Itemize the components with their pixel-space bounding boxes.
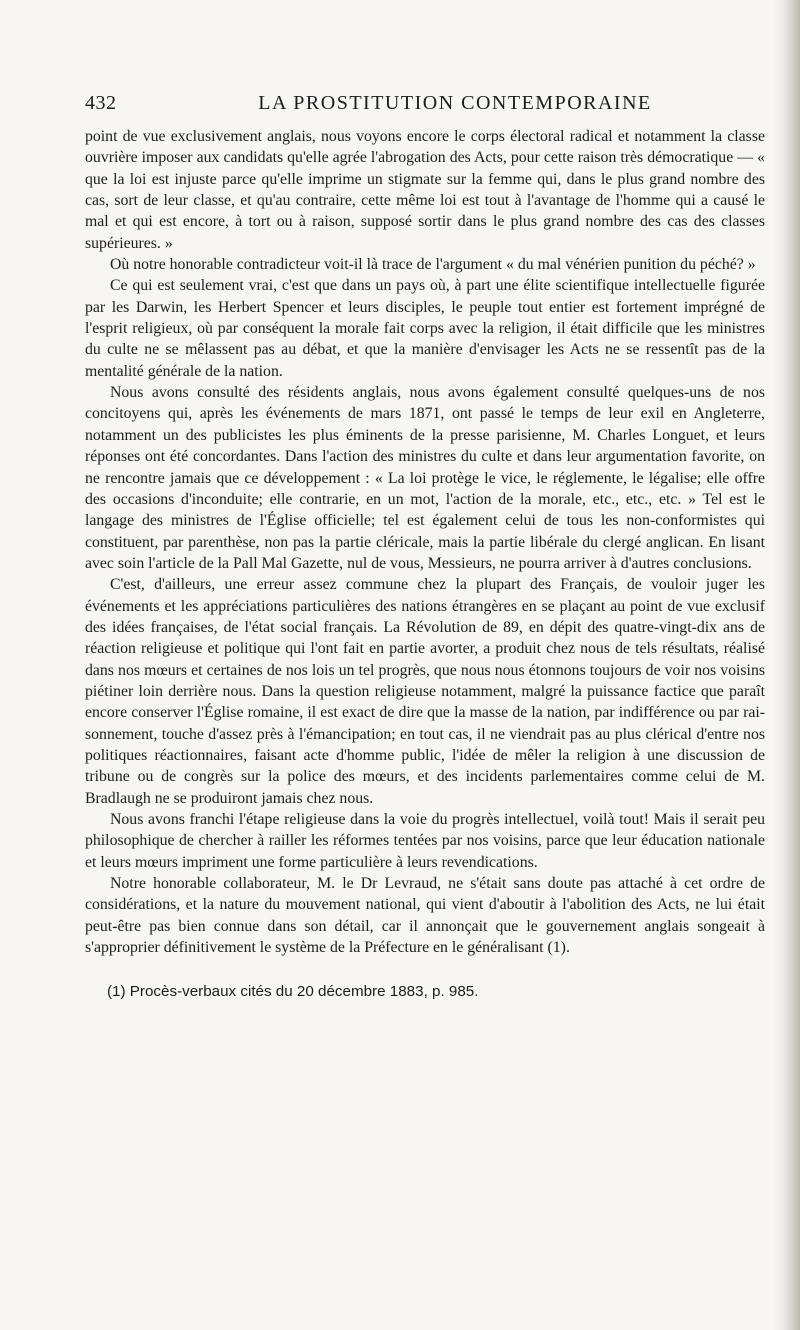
paragraph-4: Nous avons consulté des résidents anglais, nous avons également consulté quelques-uns de nos concitoyens qui, après les événements de mars 1871, ont passé le temps de leur exil en Angleterre, notamment un des publicistes les plus éminents de la presse parisienne, M. Charles Longuet, et leurs réponses ont été concordantes. Dans l'action des ministres du culte et dans leur argumentation favorite, on ne rencontre jamais que ce développement : « La loi protège le vice, le réglemente, le légalise; elle offre des occasions d'inconduite; elle contrarie, en un mot, l'action de la morale, etc., etc., etc. » Tel est le langage des ministres de l'Église officielle; tel est également celui de tous les non-conformistes qui constituent, par parenthèse, non pas la partie cléricale, mais la partie libérale du clergé anglican. En lisant avec soin l'article de la Pall Mal Gazette, nul de vous, Messieurs, ne pourra arriver à d'autres conclusions. xyxy=(85,384,765,572)
paragraph-7: Notre honorable collaborateur, M. le Dr Levraud, ne s'était sans doute pas attaché à cet ordre de considérations, et la nature du mouvement national, qui vient d'aboutir à l'abolition des Acts, ne lui était peut-être pas bien connue dans son détail, car il annonçait que le gouvernement anglais songeait à s'approprier définitivement le système de la Préfecture en le généralisant (1). xyxy=(85,875,765,957)
book-page xyxy=(85,92,765,1002)
paragraph-3: Ce qui est seulement vrai, c'est que dans un pays où, à part une élite scientifique intellectuelle figurée par les Darwin, les Herbert Spencer et leurs disciples, le peuple tout entier est fortement imprégné de l'esprit religieux, où par conséquent la morale fait corps avec la religion, il était difficile que les ministres du culte ne se mêlassent pas au débat, et que la manière d'envisager les Acts ne se ressentît pas de la mentalité générale de la nation. xyxy=(85,277,765,380)
page-number: 432 xyxy=(85,92,117,114)
body-text xyxy=(85,126,765,958)
page-header xyxy=(85,92,765,120)
paragraph-5: C'est, d'ailleurs, une erreur assez commune chez la plupart des Français, de vouloir juger les événements et les appréciations particulières des nations étrangères en se plaçant au point de vue exclusif des idées françaises, de l'état social français. La Révolution de 89, en dépit des quatre-vingt-dix ans de réaction religieuse et politique qui l'ont fait en partie avorter, a produit chez nous de tels résultats, réalisé dans nos mœurs et certaines de nos lois un tel progrès, que nous nous étonnons toujours de voir nos voisins piétiner loin derrière nous. Dans la question religieuse notamment, malgré la puissance factice que paraît encore conserver l'Église romaine, il est exact de dire que la masse de la nation, par indifférence ou par raisonnement, touche d'assez près à l'émancipation; en tout cas, il ne viendrait pas au plus clérical d'entre nos politiques réactionnaires, faisant acte d'homme public, l'idée de mêler la religion à une discussion de tribune ou de congrès sur la police des mœurs, et des incidents parlementaires comme celui de M. Bradlaugh ne se produiront jamais chez nous. xyxy=(85,576,765,807)
paragraph-2: Où notre honorable contradicteur voit-il là trace de l'argument « du mal vénérien punition du péché? » xyxy=(110,256,756,274)
footnote: (1) Procès-verbaux cités du 20 décembre 1883, p. 985. xyxy=(107,983,479,1001)
page-edge-shadow xyxy=(774,0,800,1330)
running-title: LA PROSTITUTION CONTEMPORAINE xyxy=(258,92,652,114)
paragraph-1: point de vue exclusivement anglais, nous voyons encore le corps électoral radical et notamment la classe ouvrière imposer aux candidats qu'elle agrée l'abrogation des Acts, pour cette raison très démocratique — « que la loi est injuste parce qu'elle imprime un stigmate sur la femme qui, dans le plus grand nombre des cas, sort de leur classe, et qu'au contraire, cette même loi est tout à l'avantage de l'homme qui a causé le mal et qui est encore, à tort ou à raison, supposé sortir dans le plus grand nombre des cas des classes supérieures. » xyxy=(85,128,765,252)
paragraph-6: Nous avons franchi l'étape religieuse dans la voie du progrès intellectuel, voilà tout! Mais il serait peu philosophique de chercher à railler les réformes tentées par nos voisins, parce que leur éducation nationale et leurs mœurs impriment une forme particulière à leurs revendications. xyxy=(85,811,765,871)
